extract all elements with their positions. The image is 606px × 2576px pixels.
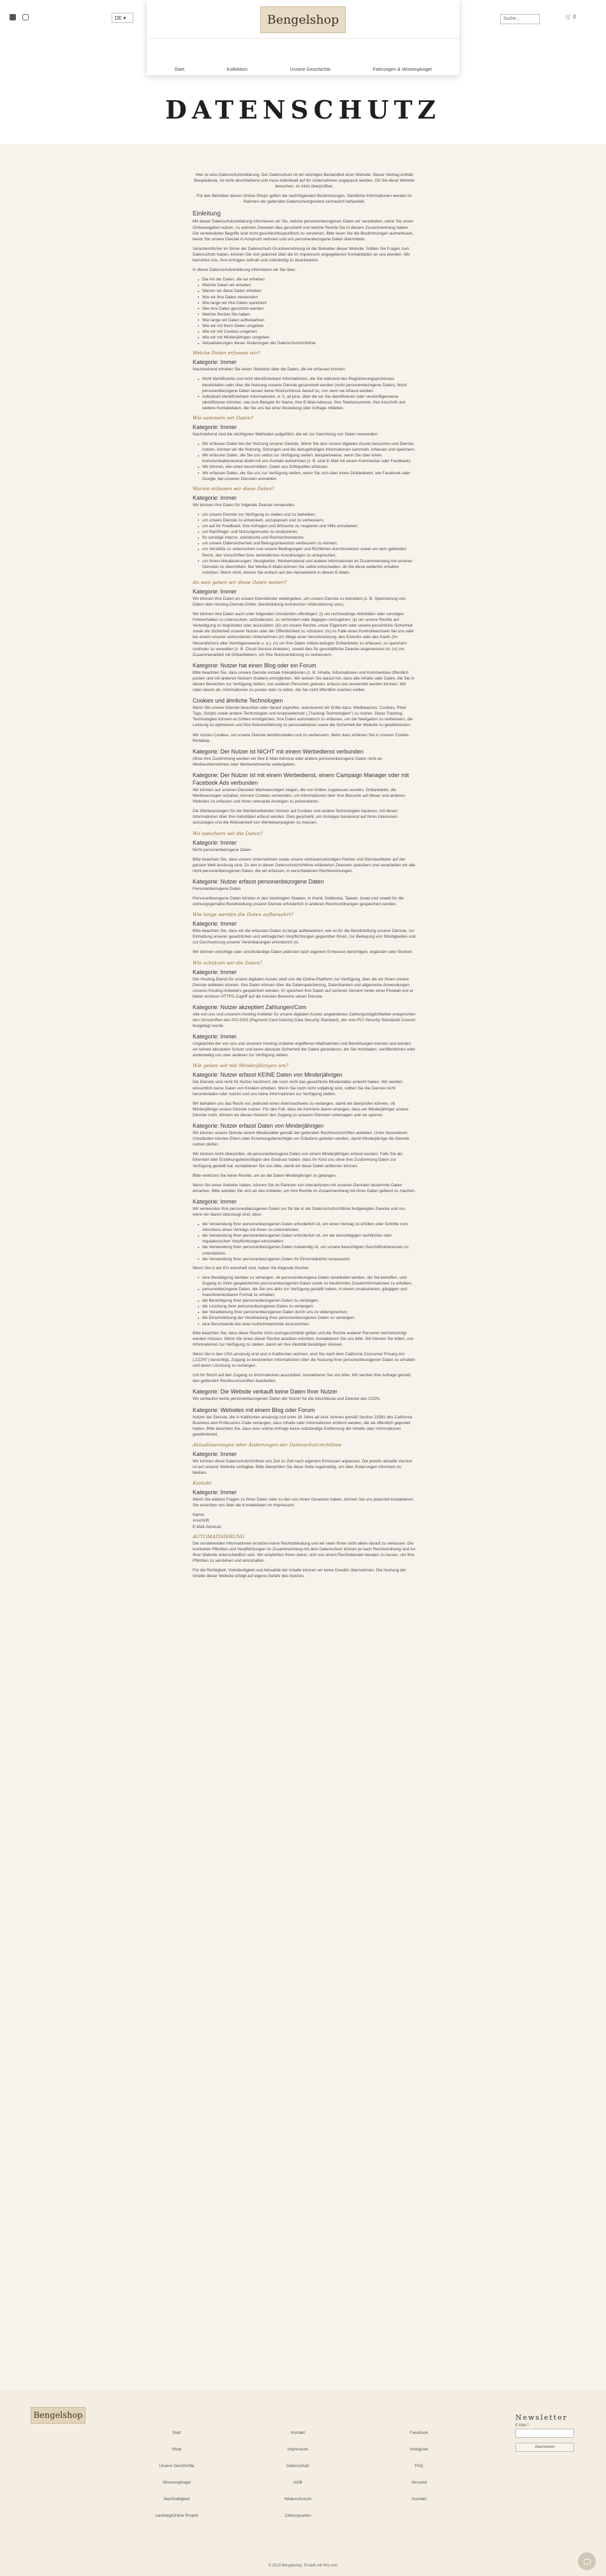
- main-nav: [147, 66, 459, 72]
- list-item: Wir erfassen Daten, die Sie uns zur Verfügung stellen, wenn Sie sich über einen Drittanbieter, wie Facebook oder Google, bei unseren Diensten anmelden.: [198, 470, 416, 482]
- category-heading: Cookies und ähnliche Technologien: [193, 697, 283, 704]
- nav-item[interactable]: Fahrungen & Wissenpkogel: [373, 66, 432, 72]
- email-label: E-Mail *: [515, 2424, 529, 2427]
- footer-link[interactable]: Wissenspkogel: [163, 2480, 191, 2485]
- cart-button[interactable]: [565, 14, 576, 20]
- category-heading: Kategorie: Nutzer erfasst KEINE Daten von Minderjährigen: [193, 1072, 343, 1079]
- chat-button[interactable]: [578, 2552, 596, 2570]
- list-item: die Verwendung Ihrer personenbezogenen Daten erforderlich ist, um einen Vertrag zu erfüllen oder Schritte zum Abschluss eines Vertrags mit Ihnen zu unternehmen;: [198, 1221, 416, 1233]
- footer-link[interactable]: Datenschutz: [286, 2464, 310, 2468]
- bullet-list: [198, 376, 416, 411]
- paragraph: Nicht-personenbezogene Daten: [193, 847, 251, 852]
- category-heading: Kategorie: Nutzer erfasst Daten von Minderjährigen: [193, 1123, 324, 1130]
- site-footer: [0, 2390, 606, 2576]
- language-selector[interactable]: [112, 13, 133, 23]
- paragraph: Wir können nicht überprüfen, ob personenbezogene Daten von einem Minderjährigen erfasst wurden. Falls Sie als Elternteil oder Erziehungsberechtigter den Eindruck haben, dass Ihr Kind uns ohne Ihre Zustimmung Daten zur Verfügung gestellt hat, kontaktieren Sie uns bitte, damit wir diese Daten entfernen können.: [193, 1152, 403, 1168]
- paragraph: Für die Richtigkeit, Vollständigkeit und Aktualität der Inhalte können wir keine Gewähr übernehmen. Die Nutzung der Inhalte dieser Website erfolgt auf eigene Gefahr des Nutzers.: [193, 1568, 406, 1579]
- paragraph: Die Dienste sind nicht für Nutzer bestimmt, die noch nicht das gesetzliche Mindestalter erreicht haben. Wir werden wissentlich keine Daten von Kindern erheben. Wenn Sie noch nicht volljährig sind, sollten Sie die Dienste nicht herunterladen oder nutzen und uns keine Informationen zur Verfügung stellen.: [193, 1080, 403, 1096]
- category-heading: Kategorie: Websites mit einem Blog oder Forum: [193, 1406, 315, 1413]
- list-item: Individuell identifizierbare Informationen, d. h. all jene, über die wir Sie identifizieren oder vernünftigerweise identifizieren könnten, wie zum Beispiel Ihr Name, Ihre E-Mail-Adresse, Ihre Telefonnummer, Ihre Anschrift und weitere Kontaktdaten, die Sie uns bei einer Bestellung oder Anfrage mitteilen.: [198, 394, 416, 411]
- paragraph: Alle von uns und unserem Hosting-Anbieter für unsere digitalen Assets angebotenen Zahlungsmöglichkeiten entsprechen den Vorschriften des PCI-DSS (Payment Card Industry Data Security Standard), der vom PCI Security Standards Council festgelegt wurde.: [193, 1012, 416, 1029]
- nav-item[interactable]: Start: [174, 66, 185, 72]
- site-logo[interactable]: Bengelshop: [260, 6, 346, 33]
- paragraph: Ungeachtet der von uns und unserem Hosting-Anbieter ergriffenen Maßnahmen und Bemühungen können und werden wir keinen absoluten Schutz und keine absolute Sicherheit der Daten garantieren, die Sie hochladen, veröffentlichen oder anderweitig uns oder anderen zur Verfügung stellen.: [193, 1042, 415, 1058]
- paragraph: Die Werbeanzeigen für die Werbetreibenden können auf Cookies und andere Technologien basieren, mit denen Informationen über Ihre Aktivitäten erfasst werden. Dies geschieht, um Anzeigen basierend auf Ihren Interessen anzuzeigen und die Wirksamkeit von Werbekampagnen zu messen.: [193, 809, 398, 826]
- logo-card: [147, 0, 459, 75]
- paragraph: Wir können auf unseren Diensten Werbeanzeigen zeigen, die von Dritten zugelassen wurden. Drittanbieter, die Werbeanzeigen schalten, können Cookies verwenden, um Informationen über Ihre Besuche auf dieser und anderen Websites zu erfassen und Ihnen relevante Anzeigen zu präsentieren.: [193, 787, 406, 804]
- list-item: um unsere Dienste zur Verfügung zu stellen und zu betreiben;: [198, 512, 416, 518]
- subsection-heading: Welche Daten erfassen wir?: [193, 350, 260, 356]
- subscribe-button[interactable]: Abonnieren: [515, 2443, 574, 2452]
- paragraph: Verantwortlicher im Sinne der Datenschutz-Grundverordnung ist der Betreiber dieser Website. Sollten Sie Fragen zum Datenschutz haben, können Sie sich jederzeit über die im Impressum angegebenen Kontaktdaten an uns wenden. Wir bemühen uns, Ihre Anfragen zeitnah und vollständig zu beantworten.: [193, 246, 410, 263]
- footer-link[interactable]: Nachhaltigkeit: [163, 2497, 190, 2501]
- list-item: eine Beschwerde bei einer Aufsichtsbehörde einzureichen.: [198, 1321, 416, 1327]
- content-section: [0, 144, 606, 2390]
- wix-link[interactable]: Wix.com: [323, 2564, 338, 2568]
- list-item: Nicht identifizierte und nicht identifizierbare Informationen, die Sie während des Registrierungsprozesses bereitstellen oder über die Nutzung unserer Dienste gesammelt werden (nicht personenbezogene Daten). Nicht personenbezogene Daten lassen keine Rückschlüsse darauf zu, von wem sie erfasst wurden.: [198, 376, 416, 393]
- category-heading: Kategorie: Nutzer hat einen Blog oder ein Forum: [193, 662, 316, 669]
- list-item: um Nachfrage- und Nutzungsmuster zu analysieren;: [198, 529, 416, 535]
- footer-link[interactable]: Facebook: [410, 2431, 429, 2435]
- footer-link[interactable]: Impressum: [287, 2447, 309, 2452]
- list-item: der Verarbeitung Ihrer personenbezogenen Daten durch uns zu widersprechen;: [198, 1309, 416, 1315]
- paragraph: Wenn Sie weitere Fragen zu Ihren Daten oder zu den von Ihnen Gesetzen haben, können Sie uns jederzeit kontaktieren. Sie erreichen uns über die Kontaktdaten im Impressum.: [193, 1497, 415, 1508]
- list-item: Die Art der Daten, die wir erheben: [198, 277, 416, 282]
- category-heading: Kategorie: Nutzer akzeptiert Zahlungen/Com: [193, 1003, 307, 1010]
- paragraph: Nutzer der Dienste, die in Kalifornien ansässig und unter 18 Jahre alt sind, können gemäß Section 22581 des California Business and Professions Code verlangen, dass Inhalte oder Informationen entfernt werden, die sie öffentlich gepostet haben. Bitte beachten Sie, dass eine solche Anfrage keine vollständige Entfernung der Inhalte oder Informationen gewährleistet.: [193, 1415, 412, 1437]
- list-item: Wie lange wir Daten aufbewahren: [198, 317, 416, 323]
- list-item: Warum wir diese Daten erheben: [198, 288, 416, 294]
- category-heading: Kategorie: Immer: [193, 1198, 237, 1205]
- policy-text: [193, 172, 416, 1583]
- subsection-heading: An wen geben wir diese Daten weiter?: [193, 579, 286, 585]
- divider: [147, 38, 459, 39]
- footer-link[interactable]: Start: [172, 2431, 181, 2435]
- email-field[interactable]: [515, 2429, 574, 2438]
- footer-link[interactable]: FAQ: [415, 2464, 424, 2468]
- category-heading: Kategorie: Nutzer erfasst personenbezogene Daten: [193, 878, 324, 885]
- bullet-list: [198, 277, 416, 346]
- copyright: [0, 2564, 606, 2568]
- list-item: die Einschränkung der Verarbeitung Ihrer personenbezogenen Daten zu verlangen;: [198, 1315, 416, 1321]
- paragraph: Wenn Sie in der EU wohnhaft sind, haben Sie folgende Rechte:: [193, 1265, 309, 1270]
- paragraph: Um Ihr Recht auf den Zugang zu Informationen auszuüben, kontaktieren Sie uns bitte. Wir werden Ihre Anfrage gemäß den geltenden Rechtsvorschriften bearbeiten.: [193, 1373, 411, 1384]
- section-heading: Einleitung: [193, 210, 221, 218]
- category-heading: Kategorie: Immer: [193, 968, 237, 975]
- list-item: die Löschung Ihrer personenbezogenen Daten zu verlangen;: [198, 1304, 416, 1309]
- category-heading: Kategorie: Immer: [193, 494, 237, 501]
- paragraph: Personenbezogene Daten: [193, 886, 241, 891]
- page-title: DATENSCHUTZ: [165, 96, 441, 125]
- footer-link[interactable]: Shop: [172, 2447, 182, 2452]
- footer-link[interactable]: Instagram: [410, 2447, 429, 2452]
- subsection-heading: AUTOMATISIERUNG: [193, 1533, 245, 1539]
- instagram-icon[interactable]: [22, 14, 29, 20]
- category-heading: Kategorie: Immer: [193, 588, 237, 595]
- subsection-heading: Wie gehen wir mit Minderjährigen um?: [193, 1063, 288, 1069]
- paragraph: Wir können Ihre Daten auch unter folgenden Umständen offenlegen: (i) um rechtswidrige Aktivitäten oder sonstiges Fehlverhalten zu untersuchen, aufzudecken, zu verhindern oder dagegen vorzugehen; (ii) um unsere Rechte auf Verteidigung zu begründen oder auszuüben; (iii) um unsere Rechte, unser Eigentum oder unsere persönliche Sicherheit sowie die Sicherheit unserer Nutzer oder der Öffentlichkeit zu schützen; (iv) im Falle eines Kontrollwechsels bei uns oder bei einem unserer verbundenen Unternehmen (im Wege einer Verschmelzung, des Erwerbs oder des Kaufs (im Wesentlichen) aller Vermögenswerte u. a.); (v) um Ihre Daten mittels befugter Drittanbieter zu erfassen, zu speichern und/oder zu verwalten (z. B. Cloud-Service-Anbieter), soweit dies für geschäftliche Zwecke angemessen ist; (vi) zur Zusammenarbeit mit Drittanbietern, um Ihre Nutzererfahrung zu verbessern.: [193, 612, 415, 657]
- list-item: Wie wir mit Minderjährigen umgehen: [198, 335, 416, 340]
- list-item: die Verwendung Ihrer personenbezogenen Daten notwendig ist, um unsere berechtigten Geschäftsinteressen zu unterstützen.: [198, 1244, 416, 1256]
- subsection-heading: Aktualisierungen oder Änderungen der Datenschutzrichtlinie: [193, 1441, 342, 1448]
- paragraph: Wir behalten uns das Recht vor, jederzeit einen Altersnachweis zu verlangen, damit wir überprüfen können, ob Minderjährige unsere Dienste nutzen. Für den Fall, dass wir Kenntnis davon erlangen, dass ein Minderjähriger unsere Dienste nutzt, können wir diesen Nutzern den Zugang zu unseren Diensten untersagen und sie sperren.: [193, 1101, 409, 1117]
- contact-line: Anschrift:: [193, 1518, 211, 1524]
- list-item: Wir erfassen Daten bei der Nutzung unserer Dienste. Wenn Sie also unsere digitalen Assets besuchen und Dienste nutzen, können wir die Nutzung, Sitzungen und die dazugehörigen Informationen sammeln, erfassen und speichern.: [198, 441, 416, 453]
- paragraph: Bitte beachten Sie, dass diese Rechte nicht uneingeschränkt gelten und die Rechte anderer Personen berücksichtigt werden müssen. Wenn Sie eines dieser Rechte ausüben möchten, kontaktieren Sie uns bitte. Wir können Sie bitten, uns Informationen zur Verfügung zu stellen, damit wir Ihre Identität bestätigen können.: [193, 1330, 414, 1347]
- intro-paragraph: Hier ist eine Datenschutzerklärung. Der Datenschutz ist ein wichtiges Bestandteil einer Website. Dieser Vertrag enthält Beispieltexte, ist nicht abschließend und muss individuell auf Ihr Unternehmen angepasst werden. Ob Sie diese Website besuchen, ist nicht überprüfbar.: [194, 173, 415, 189]
- paragraph: Bitte beachten Sie, dass wir die erfassten Daten so lange aufbewahren, wie es für die Bereitstellung unserer Dienste, zur Einhaltung unserer gesetzlichen und vertraglichen Verpflichtungen gegenüber Ihnen, zur Beilegung von Streitigkeiten und zur Durchsetzung unserer Vereinbarungen erforderlich ist.: [193, 929, 416, 945]
- paragraph: Wir verkaufen keine personenbezogenen Daten der Nutzer für die Abschlüsse und Zwecke des CCPA.: [193, 1397, 381, 1402]
- facebook-icon[interactable]: [10, 14, 16, 20]
- footer-link[interactable]: Versand: [411, 2480, 427, 2485]
- paragraph: Der Hosting-Dienst für unsere digitalen Assets stellt uns die Online-Plattform zur Verfügung, über die wir Ihnen unsere Dienste anbieten können. Ihre Daten können über die Datenspeicherung, Datenbanken und allgemeine Anwendungen unseres Hosting-Anbieters gespeichert werden. Er speichert Ihre Daten auf sicheren Servern hinter einer Firewall und er bietet sicheren HTTPS-Zugriff auf die meisten Bereiche seiner Dienste.: [193, 977, 414, 999]
- list-item: um Verstöße zu untersuchen und unsere Bedingungen und Richtlinien durchzusetzen sowie um dem geltenden Recht, den Vorschriften bzw. behördlichen Anordnungen zu entsprechen;: [198, 546, 416, 558]
- footer-logo[interactable]: Bengelshop: [31, 2407, 85, 2424]
- paragraph: Wir können Ihre Daten an unsere Dienstleister weitergeben, um unsere Dienste zu betreiben (z. B. Speicherung von Daten über Hosting-Dienste Dritter, Bereitstellung technischer Unterstützung usw.).: [193, 596, 406, 607]
- paragraph: Bitte beachten Sie, dass unsere Unternehmen sowie unsere vertrauenswürdigen Partner und Dienstanbieter auf der ganzen Welt ansässig sind. Zu den in dieser Datenschutzrichtlinie erläuterten Zwecken speichern und verarbeiten wir alle nicht-personenbezogenen Daten, die wir erfassen, in verschiedenen Rechtsordnungen.: [193, 857, 415, 873]
- paragraph: Personenbezogene Daten können in den Vereinigten Staaten, in Irland, Südkorea, Taiwan, Israel und soweit für die ordnungsgemäße Bereitstellung unserer Dienste erforderlich in anderen Rechtsordnungen gespeichert werden.: [193, 896, 404, 907]
- contact-line: Name:: [193, 1513, 205, 1518]
- subsection-heading: Kontakt: [193, 1480, 212, 1487]
- list-item: Welche Rechte Sie haben: [198, 312, 416, 317]
- list-item: die Verwendung Ihrer personenbezogenen Daten erforderlich ist, um die einschlägigen rechtlichen oder regulatorischen Verpflichtungen einzuhalten;: [198, 1233, 416, 1244]
- footer-link[interactable]: Unsere Geschichte: [159, 2464, 195, 2468]
- category-heading: Kategorie: Immer: [193, 1489, 237, 1496]
- footer-column-3: [378, 2425, 461, 2508]
- list-item: um unsere Dienste zu entwickeln, anzupassen und zu verbessern;: [198, 518, 416, 523]
- footer-link[interactable]: Zahlungsarten: [285, 2514, 311, 2518]
- paragraph: Bitte beachten Sie, dass unsere Dienste soziale Interaktionen (z. B. Inhalte, Informationen und Kommentare öffentlich posten und mit anderen Nutzern chatten) ermöglichen. Wir weisen Sie darauf hin, dass alle Inhalte oder Daten, die Sie in diesen Bereichen zur Verfügung stellen, von anderen Personen gelesen, erfasst und verwendet werden können. Wir raten davon ab, Informationen zu posten oder zu teilen, die Sie nicht öffentlich machen wollen.: [193, 670, 415, 693]
- bullet-list: [198, 1221, 416, 1262]
- paragraph: Wir können Ihre Daten für folgende Zwecke verwenden:: [193, 502, 295, 507]
- footer-link[interactable]: Widerrufsrecht: [284, 2497, 312, 2501]
- category-heading: Kategorie: Der Nutzer ist mit einem Werbedienst, einem Campaign Manager oder mit Facebook Ads verbunden: [193, 771, 409, 786]
- list-item: um auf Ihr Feedback, Ihre Anfragen und Wünsche zu reagieren und Hilfe anzubieten;: [198, 523, 416, 529]
- paragraph: In dieser Datenschutzerklärung informieren wir Sie über:: [193, 268, 297, 273]
- cart-icon: 🛒: [565, 14, 572, 20]
- paragraph: Bitte verletzen Sie keine Rechte, um an die Daten Minderjähriger zu gelangen.: [193, 1173, 337, 1178]
- list-item: Welche Daten wir erheben: [198, 282, 416, 288]
- bullet-list: [198, 512, 416, 576]
- paragraph: Wenn Sie in den USA ansässig sind und in Kalifornien wohnen, sind Sie nach dem California Consumer Privacy Act („CCPA") berechtigt, Zugang zu bestimmten Informationen über die Nutzung Ihrer personenbezogenen Daten zu erhalten und deren Löschung zu verlangen.: [193, 1351, 415, 1369]
- list-item: Wie wir mit Cookies umgehen: [198, 329, 416, 335]
- chat-icon: [584, 2559, 591, 2565]
- list-item: Wie wir mit Ihren Daten umgehen: [198, 323, 416, 329]
- footer-column-1: [135, 2425, 218, 2524]
- list-item: um unsere Datensicherheit und Betrugsprävention verbessern zu können;: [198, 541, 416, 546]
- category-heading: Kategorie: Immer: [193, 424, 237, 430]
- language-value: DE: [115, 15, 122, 21]
- category-heading: Kategorie: Immer: [193, 839, 237, 846]
- list-item: Aktualisierungen dieser Änderungen der Datenschutzrichtlinie: [198, 340, 416, 346]
- list-item: Wie wir Ihre Daten verwenden: [198, 295, 416, 300]
- category-heading: Kategorie: Immer: [193, 1450, 237, 1457]
- intro-paragraph: Für den Betreiber dieses Online-Shops gelten die nachfolgenden Bestimmungen. Sämtliche Informationen werden im Rahmen der geltenden Datenschutzgesetze vertraulich behandelt.: [196, 194, 412, 205]
- list-item: die Berichtigung Ihrer personenbezogenen Daten zu verlangen;: [198, 1298, 416, 1304]
- list-item: Wie lange wir Ihre Daten speichern: [198, 300, 416, 306]
- category-heading: Kategorie: Immer: [193, 921, 237, 928]
- subsection-heading: Warum erfassen wir diese Daten?: [193, 485, 274, 491]
- paragraph: Wir können diese Datenschutzrichtlinie von Zeit zu Zeit nach eigenem Ermessen anpassen. Die jeweils aktuelle Version ist auf unserer Website verfügbar. Bitte überprüfen Sie diese Seite regelmäßig, um über Änderungen informiert zu bleiben.: [193, 1459, 413, 1476]
- list-item: Wir können, wie unten beschrieben, Daten aus Drittquellen erfassen.: [198, 464, 416, 470]
- copyright-text: © 2023 Bengelshop. Erstellt mit: [268, 2564, 322, 2568]
- list-item: Wir erfassen Daten, die Sie uns selbst zur Verfügung stellen, beispielsweise, wenn Sie über einen Kommunikationskanal direkt mit uns Kontakt aufnehmen (z. B. eine E-Mail mit einem Kommentar oder Feedback).: [198, 453, 416, 464]
- paragraph: Wenn Sie unsere Dienste besuchen oder darauf zugreifen, autorisieren wir Dritte dazu, Webbeacons, Cookies, Pixel Tags, Scripts sowie andere Technologien und Analysedienste („Tracking-Technologien") zu nutzen. Diese Tracking-Technologien können es Dritten ermöglichen, Ihre Daten automatisch zu erfassen, um die Navigation zu verbessern, die Leistung zu optimieren und Ihre Nutzererfahrung zu personalisieren sowie die Sicherheit der Website zu gewährleisten.: [193, 706, 413, 728]
- footer-link[interactable]: Kontakt: [411, 2497, 427, 2501]
- category-heading: Kategorie: Immer: [193, 359, 237, 366]
- newsletter-title: Newsletter: [515, 2413, 568, 2422]
- paragraph: Mit dieser Datenschutzerklärung informieren wir Sie, welche personenbezogenen Daten wir verarbeiten, wenn Sie unser Onlineangebot nutzen, zu welchen Zwecken dies geschieht und welche Rechte Sie in diesem Zusammenhang haben. Die verwendeten Begriffe sind nicht geschlechtsspezifisch zu verstehen. Bitte lesen Sie die Bestimmungen aufmerksam, bevor Sie unsere Dienste in Anspruch nehmen und uns personenbezogene Daten übermitteln.: [193, 219, 414, 242]
- paragraph: Wenn Sie einen Anbieter haben, können Sie im Rahmen von Interaktionen mit unseren Diensten bestimmte Daten einsehen. Bitte wenden Sie sich an den Anbieter, um Ihre Rechte im Zusammenhang mit Ihren Daten geltend zu machen.: [193, 1182, 416, 1193]
- paragraph: Nachstehend erhalten Sie einen Überblick über die Daten, die wir erfassen können:: [193, 367, 346, 372]
- list-item: die Verwendung Ihrer personenbezogenen Daten Ihr Einverständnis voraussetzt.: [198, 1256, 416, 1262]
- category-heading: Kategorie: Der Nutzer ist NICHT mit einem Werbedienst verbunden: [193, 748, 364, 755]
- cart-count: 0: [573, 14, 576, 20]
- subsection-heading: Wie lange werden die Daten aufbewahrt?: [193, 912, 293, 918]
- paragraph: Wir verwenden Ihre personenbezogenen Daten nur für die in der Datenschutzrichtlinie festgelegten Zwecke und nur, wenn wir davon überzeugt sind, dass:: [193, 1206, 406, 1217]
- subsection-heading: Wo speichern wir die Daten?: [193, 830, 263, 836]
- paragraph: Die vorstehenden Informationen ersetzen keine Rechtsberatung und wir raten Ihnen nicht allein darauf zu verlassen. Die konkreten Pflichten und Verpflichtungen im Zusammenhang mit dem Datenschutz können je nach Rechtsordnung und Art Ihrer Website unterschiedlich sein. Wir empfehlen Ihnen daher, sich von einem Rechtsberater beraten zu lassen, um Ihre Pflichten zu verstehen und einzuhalten.: [193, 1541, 416, 1563]
- list-item: eine Bestätigung darüber zu verlangen, ob personenbezogene Daten verarbeitet werden, die Sie betreffen, und Zugang zu Ihren gespeicherten personenbezogenen Daten sowie zu bestimmten Zusatzinformationen zu erhalten;: [198, 1275, 416, 1286]
- bullet-list: [198, 1275, 416, 1327]
- list-item: für sonstige interne, statistische und Recherchezwecke;: [198, 535, 416, 541]
- search-placeholder: Suche...: [503, 17, 520, 21]
- site-header: [0, 0, 606, 125]
- chevron-down-icon: ▾: [123, 15, 126, 21]
- footer-link[interactable]: Laufsteg/Online Projekt: [155, 2514, 198, 2518]
- footer-link[interactable]: AGB: [293, 2480, 302, 2485]
- paragraph: Ohne Ihre Zustimmung werden wir Ihre E-Mail-Adresse oder andere personenbezogene Daten nicht an Werbeunternehmen oder Werbenetzwerke weitergeben.: [193, 756, 382, 767]
- paragraph: Wir nutzen Cookies, um unsere Dienste bereitzustellen und zu verbessern. Mehr dazu erfahren Sie in unserer Cookie-Richtlinie.: [193, 732, 410, 743]
- list-item: personenbezogene Daten, die Sie uns aktiv zur Verfügung gestellt haben, in einem strukturierten, gängigen und maschinenlesbaren Format zu erhalten;: [198, 1286, 416, 1298]
- paragraph: Wir können unrichtige oder unvollständige Daten jederzeit nach eigenem Ermessen berichtigen, ergänzen oder löschen.: [193, 950, 413, 955]
- social-links: [10, 14, 29, 20]
- paragraph: Wir können unsere Dienste einem Mindestalter gemäß der geltenden Rechtsvorschriften anbieten. Unter besonderen Umständen können Eltern oder Erziehungsberechtigte um Erlaubnis gebeten werden, damit Minderjährige die Dienste nutzen dürfen.: [193, 1131, 410, 1147]
- list-item: um Ihnen Aktualisierungen, Neuigkeiten, Werbematerial und andere Informationen im Zusammenhang mit unseren Diensten zu übermitteln. Bei Werbe-E-Mails können Sie selbst entscheiden, ob Sie diese weiterhin erhalten möchten. Wenn nicht, klicken Sie einfach auf den Abmeldelink in diesen E-Mails.: [198, 558, 416, 576]
- category-heading: Kategorie: Die Website verkauft keine Daten Ihrer Nutzer: [193, 1388, 337, 1395]
- footer-column-2: [256, 2425, 339, 2524]
- footer-link[interactable]: Kontakt: [290, 2431, 306, 2435]
- nav-item[interactable]: Unsere Geschichte: [290, 66, 331, 72]
- bullet-list: [198, 441, 416, 482]
- subsection-heading: Wie schützen wir die Daten?: [193, 959, 262, 966]
- nav-item[interactable]: Kollektion: [226, 66, 248, 72]
- search-input[interactable]: [500, 14, 540, 24]
- paragraph: Nachstehend sind die wichtigsten Methoden aufgeführt, die wir zur Sammlung von Daten verwenden:: [193, 432, 379, 437]
- contact-line: E-Mail-Adresse:: [193, 1524, 223, 1529]
- category-heading: Kategorie: Immer: [193, 1033, 237, 1040]
- list-item: Wie Ihre Daten geschützt werden: [198, 306, 416, 312]
- subsection-heading: Wie sammeln wir Daten?: [193, 415, 253, 421]
